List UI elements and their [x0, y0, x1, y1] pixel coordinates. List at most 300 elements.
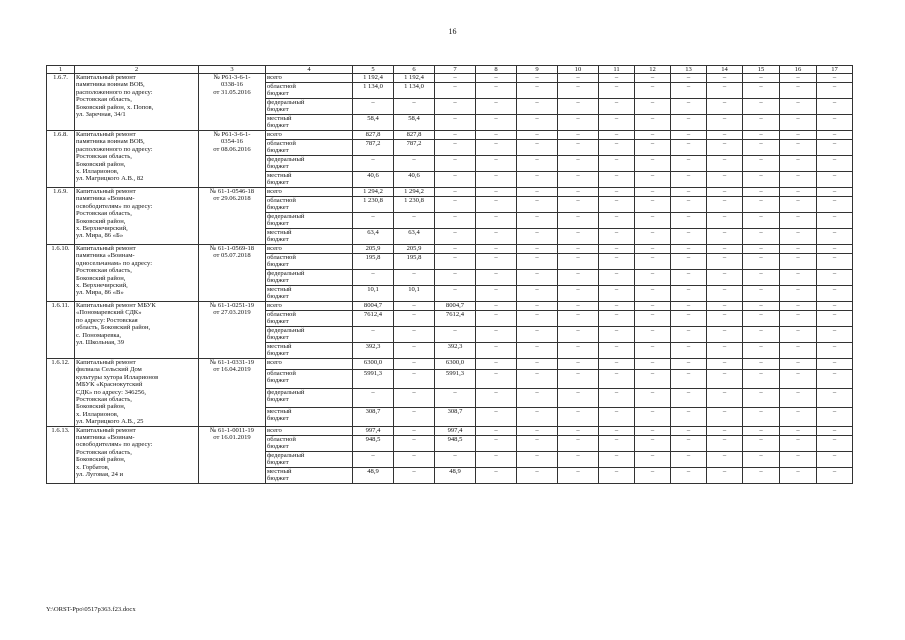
funding-source: областной бюджет: [266, 311, 353, 327]
amount-cell: –: [558, 115, 599, 131]
amount-cell: –: [517, 188, 558, 197]
amount-cell: –: [671, 327, 707, 343]
amount-cell: –: [599, 99, 635, 115]
expertise-document: № Р61-3-6-1- 0354-16 от 08.06.2016: [199, 131, 266, 188]
amount-cell: –: [817, 426, 853, 435]
amount-cell: –: [558, 327, 599, 343]
amount-cell: –: [435, 286, 476, 302]
funding-source: местный бюджет: [266, 229, 353, 245]
expertise-document: № 61-1-0569-18 от 05.07.2018: [199, 245, 266, 302]
column-number-header: 9: [517, 66, 558, 74]
amount-cell: –: [599, 140, 635, 156]
amount-cell: –: [353, 270, 394, 286]
amount-cell: –: [817, 172, 853, 188]
amount-cell: –: [743, 311, 780, 327]
amount-cell: –: [743, 254, 780, 270]
amount-cell: –: [599, 74, 635, 83]
amount-cell: –: [558, 188, 599, 197]
amount-cell: –: [635, 156, 671, 172]
amount-cell: 308,7: [435, 407, 476, 426]
amount-cell: –: [671, 156, 707, 172]
amount-cell: 10,1: [353, 286, 394, 302]
amount-cell: 948,5: [353, 435, 394, 451]
amount-cell: 787,2: [394, 140, 435, 156]
funding-source: местный бюджет: [266, 115, 353, 131]
amount-cell: –: [435, 270, 476, 286]
amount-cell: –: [599, 115, 635, 131]
funding-source: областной бюджет: [266, 254, 353, 270]
funding-source: всего: [266, 131, 353, 140]
amount-cell: –: [671, 388, 707, 407]
amount-cell: –: [476, 115, 517, 131]
funding-source: федеральный бюджет: [266, 156, 353, 172]
funding-source: местный бюджет: [266, 343, 353, 359]
amount-cell: 827,8: [394, 131, 435, 140]
amount-cell: –: [780, 369, 817, 388]
amount-cell: –: [671, 140, 707, 156]
table-row: [47, 245, 853, 254]
amount-cell: –: [817, 451, 853, 467]
amount-cell: –: [517, 311, 558, 327]
amount-cell: –: [671, 213, 707, 229]
amount-cell: 827,8: [353, 131, 394, 140]
amount-cell: –: [743, 172, 780, 188]
amount-cell: 6300,0: [353, 359, 394, 370]
amount-cell: –: [558, 229, 599, 245]
amount-cell: –: [743, 188, 780, 197]
amount-cell: –: [435, 197, 476, 213]
amount-cell: –: [780, 451, 817, 467]
amount-cell: –: [394, 359, 435, 370]
amount-cell: –: [707, 83, 743, 99]
amount-cell: –: [743, 451, 780, 467]
column-number-header: 11: [599, 66, 635, 74]
amount-cell: –: [817, 286, 853, 302]
expertise-document: № 61-1-0251-19 от 27.03.2019: [199, 302, 266, 359]
amount-cell: –: [558, 343, 599, 359]
amount-cell: –: [780, 286, 817, 302]
amount-cell: –: [635, 311, 671, 327]
amount-cell: –: [817, 435, 853, 451]
amount-cell: 392,3: [435, 343, 476, 359]
amount-cell: –: [707, 229, 743, 245]
amount-cell: –: [671, 286, 707, 302]
amount-cell: –: [517, 131, 558, 140]
amount-cell: –: [517, 369, 558, 388]
amount-cell: –: [435, 115, 476, 131]
amount-cell: –: [435, 99, 476, 115]
amount-cell: –: [635, 426, 671, 435]
amount-cell: –: [707, 172, 743, 188]
amount-cell: –: [671, 83, 707, 99]
amount-cell: –: [780, 172, 817, 188]
amount-cell: –: [743, 156, 780, 172]
column-number-header: 4: [266, 66, 353, 74]
page-number: 16: [448, 27, 457, 36]
amount-cell: –: [817, 311, 853, 327]
amount-cell: –: [517, 426, 558, 435]
amount-cell: –: [558, 369, 599, 388]
object-name: Капитальный ремонт памятника «Воинам- односельчанам» по адресу: Ростовская область, Боковский район, х. Верхнечирский, ул. Мира, 86 «В»: [75, 245, 199, 302]
amount-cell: 392,3: [353, 343, 394, 359]
amount-cell: –: [394, 99, 435, 115]
amount-cell: –: [599, 254, 635, 270]
amount-cell: –: [707, 369, 743, 388]
amount-cell: –: [743, 83, 780, 99]
table-row: [47, 188, 853, 197]
amount-cell: –: [817, 131, 853, 140]
amount-cell: –: [671, 74, 707, 83]
funding-source: федеральный бюджет: [266, 327, 353, 343]
amount-cell: –: [517, 270, 558, 286]
amount-cell: –: [707, 254, 743, 270]
funding-source: федеральный бюджет: [266, 99, 353, 115]
amount-cell: –: [476, 286, 517, 302]
column-number-header: 10: [558, 66, 599, 74]
amount-cell: –: [517, 467, 558, 483]
amount-cell: –: [517, 359, 558, 370]
amount-cell: –: [707, 131, 743, 140]
amount-cell: –: [517, 99, 558, 115]
amount-cell: –: [817, 254, 853, 270]
amount-cell: –: [635, 213, 671, 229]
budget-table: [46, 65, 853, 484]
amount-cell: –: [517, 451, 558, 467]
amount-cell: –: [635, 188, 671, 197]
amount-cell: –: [517, 388, 558, 407]
amount-cell: 8004,7: [435, 302, 476, 311]
amount-cell: 63,4: [353, 229, 394, 245]
amount-cell: –: [635, 74, 671, 83]
amount-cell: –: [435, 213, 476, 229]
amount-cell: –: [599, 188, 635, 197]
amount-cell: –: [435, 254, 476, 270]
amount-cell: –: [635, 197, 671, 213]
amount-cell: –: [476, 74, 517, 83]
amount-cell: –: [635, 451, 671, 467]
amount-cell: –: [817, 156, 853, 172]
amount-cell: –: [435, 83, 476, 99]
amount-cell: –: [476, 359, 517, 370]
amount-cell: –: [817, 229, 853, 245]
amount-cell: –: [599, 131, 635, 140]
amount-cell: –: [635, 115, 671, 131]
amount-cell: –: [743, 369, 780, 388]
amount-cell: –: [599, 407, 635, 426]
amount-cell: –: [743, 197, 780, 213]
funding-source: областной бюджет: [266, 83, 353, 99]
amount-cell: –: [476, 83, 517, 99]
amount-cell: –: [476, 343, 517, 359]
amount-cell: –: [353, 388, 394, 407]
column-number-header: 13: [671, 66, 707, 74]
amount-cell: –: [780, 311, 817, 327]
funding-source: всего: [266, 188, 353, 197]
amount-cell: –: [517, 435, 558, 451]
amount-cell: –: [671, 245, 707, 254]
amount-cell: –: [817, 115, 853, 131]
amount-cell: –: [517, 156, 558, 172]
amount-cell: –: [517, 229, 558, 245]
amount-cell: –: [707, 270, 743, 286]
amount-cell: –: [476, 435, 517, 451]
expertise-document: № 61-1-0546-18 от 29.06.2018: [199, 188, 266, 245]
amount-cell: 1 192,4: [394, 74, 435, 83]
amount-cell: –: [558, 388, 599, 407]
amount-cell: –: [635, 467, 671, 483]
amount-cell: –: [743, 213, 780, 229]
column-number-header: 12: [635, 66, 671, 74]
amount-cell: 205,9: [394, 245, 435, 254]
amount-cell: –: [435, 327, 476, 343]
amount-cell: –: [707, 74, 743, 83]
amount-cell: –: [780, 156, 817, 172]
amount-cell: –: [558, 302, 599, 311]
object-name: Капитальный ремонт памятника воинам ВОВ, расположенного по адресу: Ростовская область, Боковский район, х. Илларионов, ул. Магрицкого А.В., 82: [75, 131, 199, 188]
amount-cell: –: [476, 172, 517, 188]
amount-cell: –: [707, 435, 743, 451]
amount-cell: –: [476, 407, 517, 426]
amount-cell: –: [558, 311, 599, 327]
amount-cell: –: [353, 99, 394, 115]
amount-cell: –: [671, 254, 707, 270]
amount-cell: –: [817, 197, 853, 213]
amount-cell: –: [435, 156, 476, 172]
amount-cell: –: [780, 213, 817, 229]
column-number-header: 17: [817, 66, 853, 74]
funding-source: федеральный бюджет: [266, 451, 353, 467]
amount-cell: –: [707, 115, 743, 131]
funding-source: местный бюджет: [266, 172, 353, 188]
amount-cell: –: [707, 245, 743, 254]
amount-cell: –: [635, 140, 671, 156]
table-row: [47, 131, 853, 140]
amount-cell: –: [635, 435, 671, 451]
column-number-header: 1: [47, 66, 75, 74]
amount-cell: –: [743, 74, 780, 83]
amount-cell: –: [743, 302, 780, 311]
amount-cell: –: [517, 343, 558, 359]
amount-cell: –: [517, 327, 558, 343]
amount-cell: –: [780, 388, 817, 407]
amount-cell: –: [817, 74, 853, 83]
amount-cell: –: [476, 156, 517, 172]
amount-cell: –: [558, 435, 599, 451]
amount-cell: –: [394, 343, 435, 359]
amount-cell: –: [476, 302, 517, 311]
amount-cell: –: [780, 229, 817, 245]
amount-cell: –: [394, 451, 435, 467]
amount-cell: –: [558, 270, 599, 286]
amount-cell: –: [435, 172, 476, 188]
table-row: [47, 359, 853, 370]
item-number: 1.6.10.: [47, 245, 75, 302]
amount-cell: –: [599, 359, 635, 370]
amount-cell: –: [707, 140, 743, 156]
amount-cell: –: [599, 435, 635, 451]
amount-cell: –: [817, 140, 853, 156]
amount-cell: –: [671, 172, 707, 188]
amount-cell: 1 294,2: [394, 188, 435, 197]
amount-cell: –: [707, 311, 743, 327]
amount-cell: –: [599, 311, 635, 327]
amount-cell: –: [558, 140, 599, 156]
amount-cell: –: [817, 245, 853, 254]
amount-cell: 195,8: [394, 254, 435, 270]
object-name: Капитальный ремонт филиала Сельский Дом культуры хутора Илларионов МБУК «Краснокутский СДК» по адресу: 346256, Ростовская область, Боковский район, х. Илларионов, ул. Магрицкого А.В., 25: [75, 359, 199, 427]
amount-cell: –: [476, 213, 517, 229]
amount-cell: 1 134,0: [394, 83, 435, 99]
amount-cell: –: [707, 426, 743, 435]
amount-cell: –: [517, 172, 558, 188]
amount-cell: –: [517, 140, 558, 156]
column-number-header: 3: [199, 66, 266, 74]
amount-cell: –: [394, 327, 435, 343]
amount-cell: –: [599, 213, 635, 229]
amount-cell: –: [635, 359, 671, 370]
amount-cell: –: [558, 245, 599, 254]
item-number: 1.6.11.: [47, 302, 75, 359]
amount-cell: –: [780, 407, 817, 426]
column-number-header: 7: [435, 66, 476, 74]
amount-cell: –: [780, 426, 817, 435]
amount-cell: –: [476, 451, 517, 467]
amount-cell: –: [558, 467, 599, 483]
amount-cell: –: [558, 83, 599, 99]
column-number-header: 15: [743, 66, 780, 74]
amount-cell: –: [743, 140, 780, 156]
amount-cell: –: [780, 254, 817, 270]
amount-cell: –: [599, 286, 635, 302]
amount-cell: –: [635, 407, 671, 426]
amount-cell: –: [817, 343, 853, 359]
amount-cell: –: [599, 426, 635, 435]
amount-cell: –: [817, 407, 853, 426]
item-number: 1.6.7.: [47, 74, 75, 131]
amount-cell: 1 230,8: [394, 197, 435, 213]
amount-cell: –: [743, 435, 780, 451]
amount-cell: –: [353, 156, 394, 172]
amount-cell: –: [599, 369, 635, 388]
amount-cell: –: [671, 407, 707, 426]
expertise-document: № 61-1-0331-19 от 16.04.2019: [199, 359, 266, 427]
funding-source: всего: [266, 74, 353, 83]
amount-cell: –: [517, 115, 558, 131]
amount-cell: 948,5: [435, 435, 476, 451]
amount-cell: –: [707, 188, 743, 197]
amount-cell: –: [394, 311, 435, 327]
amount-cell: 1 192,4: [353, 74, 394, 83]
amount-cell: –: [671, 451, 707, 467]
item-number: 1.6.9.: [47, 188, 75, 245]
amount-cell: –: [817, 213, 853, 229]
amount-cell: –: [780, 188, 817, 197]
amount-cell: –: [476, 254, 517, 270]
amount-cell: 1 294,2: [353, 188, 394, 197]
amount-cell: –: [599, 229, 635, 245]
funding-source: всего: [266, 302, 353, 311]
amount-cell: –: [817, 188, 853, 197]
amount-cell: –: [635, 270, 671, 286]
amount-cell: 5991,3: [353, 369, 394, 388]
amount-cell: –: [780, 327, 817, 343]
item-number: 1.6.12.: [47, 359, 75, 427]
amount-cell: –: [707, 213, 743, 229]
amount-cell: –: [476, 311, 517, 327]
amount-cell: –: [353, 213, 394, 229]
amount-cell: 10,1: [394, 286, 435, 302]
amount-cell: –: [817, 388, 853, 407]
amount-cell: 40,6: [394, 172, 435, 188]
amount-cell: 308,7: [353, 407, 394, 426]
amount-cell: –: [517, 245, 558, 254]
column-number-header: 16: [780, 66, 817, 74]
amount-cell: –: [780, 302, 817, 311]
file-path-footer: Y:\ORST-Ppo\0517p363.f23.docx: [46, 606, 136, 613]
amount-cell: 8004,7: [353, 302, 394, 311]
amount-cell: –: [353, 451, 394, 467]
amount-cell: –: [780, 99, 817, 115]
amount-cell: –: [707, 327, 743, 343]
amount-cell: –: [743, 229, 780, 245]
amount-cell: –: [394, 407, 435, 426]
amount-cell: –: [558, 213, 599, 229]
amount-cell: –: [476, 188, 517, 197]
amount-cell: –: [476, 131, 517, 140]
amount-cell: –: [394, 435, 435, 451]
amount-cell: –: [599, 451, 635, 467]
amount-cell: –: [707, 388, 743, 407]
amount-cell: –: [743, 467, 780, 483]
amount-cell: –: [558, 74, 599, 83]
amount-cell: –: [671, 369, 707, 388]
amount-cell: –: [707, 343, 743, 359]
item-number: 1.6.8.: [47, 131, 75, 188]
amount-cell: –: [599, 172, 635, 188]
amount-cell: –: [817, 302, 853, 311]
amount-cell: –: [599, 245, 635, 254]
amount-cell: –: [558, 172, 599, 188]
amount-cell: –: [558, 197, 599, 213]
amount-cell: –: [671, 188, 707, 197]
amount-cell: –: [707, 302, 743, 311]
amount-cell: –: [780, 270, 817, 286]
amount-cell: –: [743, 327, 780, 343]
amount-cell: –: [743, 359, 780, 370]
amount-cell: –: [635, 327, 671, 343]
column-number-header: 8: [476, 66, 517, 74]
amount-cell: –: [743, 343, 780, 359]
amount-cell: –: [780, 74, 817, 83]
amount-cell: –: [353, 327, 394, 343]
amount-cell: –: [599, 197, 635, 213]
amount-cell: –: [635, 172, 671, 188]
amount-cell: –: [707, 99, 743, 115]
amount-cell: –: [635, 229, 671, 245]
amount-cell: –: [817, 270, 853, 286]
amount-cell: –: [435, 388, 476, 407]
funding-source: всего: [266, 359, 353, 370]
amount-cell: –: [671, 343, 707, 359]
amount-cell: –: [780, 131, 817, 140]
amount-cell: –: [558, 156, 599, 172]
amount-cell: 195,8: [353, 254, 394, 270]
amount-cell: –: [743, 115, 780, 131]
amount-cell: 48,9: [353, 467, 394, 483]
amount-cell: 7612,4: [435, 311, 476, 327]
amount-cell: 63,4: [394, 229, 435, 245]
amount-cell: –: [707, 286, 743, 302]
